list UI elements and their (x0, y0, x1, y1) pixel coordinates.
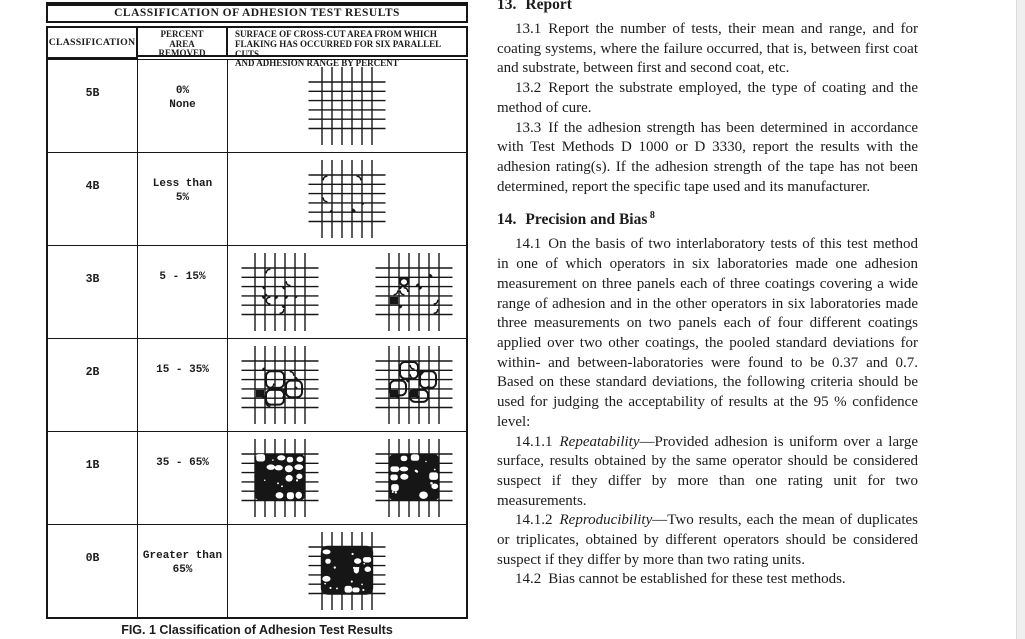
table-row (48, 338, 466, 431)
clause-number: 14.1 (515, 236, 542, 253)
row-figures (228, 339, 466, 431)
footnote-reference: 8 (647, 210, 655, 222)
row-classification: 2B (48, 339, 138, 431)
percent-line: 0% (175, 85, 190, 97)
row-percent-removed (138, 525, 228, 617)
row-percent-removed (138, 432, 228, 524)
row-classification: 1B (48, 432, 138, 524)
paragraph (497, 511, 918, 570)
percent-line: 15 - 35% (156, 364, 209, 376)
header-line: REMOVED (158, 48, 206, 59)
percent-line: 35 - 65% (156, 457, 209, 469)
grid-3b-b (374, 250, 454, 334)
table-row (48, 431, 466, 524)
header-line: AND ADHESION RANGE BY PERCENT (235, 58, 399, 69)
header-line: FLAKING HAS OCCURRED FOR SIX PARALLEL CUTS (235, 38, 441, 59)
section-title: Precision and Bias (525, 211, 648, 229)
grid-2b-b (374, 343, 454, 427)
row-percent-removed (138, 60, 228, 152)
row-figures (228, 153, 466, 245)
figure-caption: FIG. 1 Classification of Adhesion Test Results (121, 623, 393, 637)
row-percent-removed (138, 246, 228, 338)
table-header-row (46, 26, 468, 69)
table-row (48, 524, 466, 617)
clause-number: 13.3 (515, 119, 542, 136)
percent-line: None (169, 99, 196, 111)
header-line: SURFACE OF CROSS-CUT AREA FROM WHICH (235, 29, 437, 39)
paragraph (497, 79, 918, 118)
grid-4b (307, 157, 387, 241)
clause-number: 13.2 (515, 80, 542, 97)
table-row (48, 59, 466, 152)
header-percent-area-removed (136, 26, 228, 57)
paragraph (497, 20, 918, 79)
text-run: If the adhesion strength has been determined in accordance with Test Methods D 1000 or D 3330, report the results with the adhesion rating(s). If the adhesion strength of the tape has not been determined, report the specific tape used and its manufacturer. (497, 119, 918, 195)
clause-number: 14.1.2 (515, 512, 553, 529)
paragraph (497, 433, 918, 512)
row-figures (228, 525, 466, 617)
header-classification: CLASSIFICATION (46, 26, 138, 59)
grid-0b (307, 529, 387, 613)
grid-2b-a (240, 343, 320, 427)
row-classification: 5B (48, 60, 138, 152)
grid-1b-b (374, 436, 454, 520)
section-heading (497, 206, 918, 230)
paragraph (497, 119, 918, 198)
section-number: 13. (497, 0, 517, 13)
clause-number: 14.2 (515, 571, 542, 588)
header-line: AREA (169, 38, 195, 49)
table-row (48, 152, 466, 245)
table-title: CLASSIFICATION OF ADHESION TEST RESULTS (46, 2, 468, 23)
text-run: Report the number of tests, their mean and range, and for coating systems, where the failure occurred, that is, between first coat and substrate, between first and second coat, etc. (497, 21, 918, 77)
text-run: —Provided adhesion is uniform over a large surface, results obtained by the same operator should be considered suspect if they differ by more than one rating unit for two measurements. (497, 433, 918, 509)
paragraph (497, 235, 918, 432)
clause-number: 13.1 (515, 21, 542, 37)
section-heading (497, 0, 918, 15)
paragraph (497, 570, 918, 590)
header-surface-description (226, 26, 468, 69)
percent-line: 5 - 15% (159, 271, 206, 283)
text-run: Report the substrate employed, the type of coating and the method of cure. (497, 80, 918, 116)
grid-3b-a (240, 250, 320, 334)
row-figures (228, 60, 466, 152)
text-run: Bias cannot be established for these test methods. (548, 571, 846, 588)
table-row (48, 245, 466, 338)
grid-1b-a (240, 436, 320, 520)
text-run: —Two results, each the mean of duplicates or triplicates, obtained by different operators should be considered suspect if they differ by more than two rating units. (497, 512, 918, 568)
section-number: 14. (497, 211, 517, 229)
row-figures (228, 246, 466, 338)
grid-5b (307, 64, 387, 148)
percent-line: Less than (152, 178, 213, 190)
row-classification: 4B (48, 153, 138, 245)
text-run: Reproducibility (559, 512, 653, 529)
classification-rows (46, 59, 468, 619)
article-column (497, 0, 918, 590)
page-scan-edge (1016, 0, 1025, 639)
section-title: Report (525, 0, 572, 13)
percent-line: 5% (175, 192, 190, 204)
row-figures (228, 432, 466, 524)
percent-line: Greater than (142, 550, 223, 562)
text-run: On the basis of two interlaboratory tests of this test method in one of which operators in six laboratories made one adhesion measurement on three panels each of three coatings covering a wide range of adhesion and in the other operators in six laboratories made three measurements on two panels each of four different coatings applied over two other coatings, the pooled standard deviations for within- and between-laboratories were found to be 0.37 and 0.7. Based on these standard deviations, the following criteria should be used for judging the acceptability of results at the 95 % confidence level: (497, 236, 918, 430)
text-run: Repeatability (559, 433, 640, 450)
row-percent-removed (138, 153, 228, 245)
percent-line: 65% (172, 564, 193, 576)
clause-number: 14.1.1 (515, 433, 553, 450)
row-classification: 3B (48, 246, 138, 338)
row-classification: 0B (48, 525, 138, 617)
row-percent-removed (138, 339, 228, 431)
classification-figure-table (46, 2, 468, 619)
header-line: PERCENT (160, 29, 204, 39)
